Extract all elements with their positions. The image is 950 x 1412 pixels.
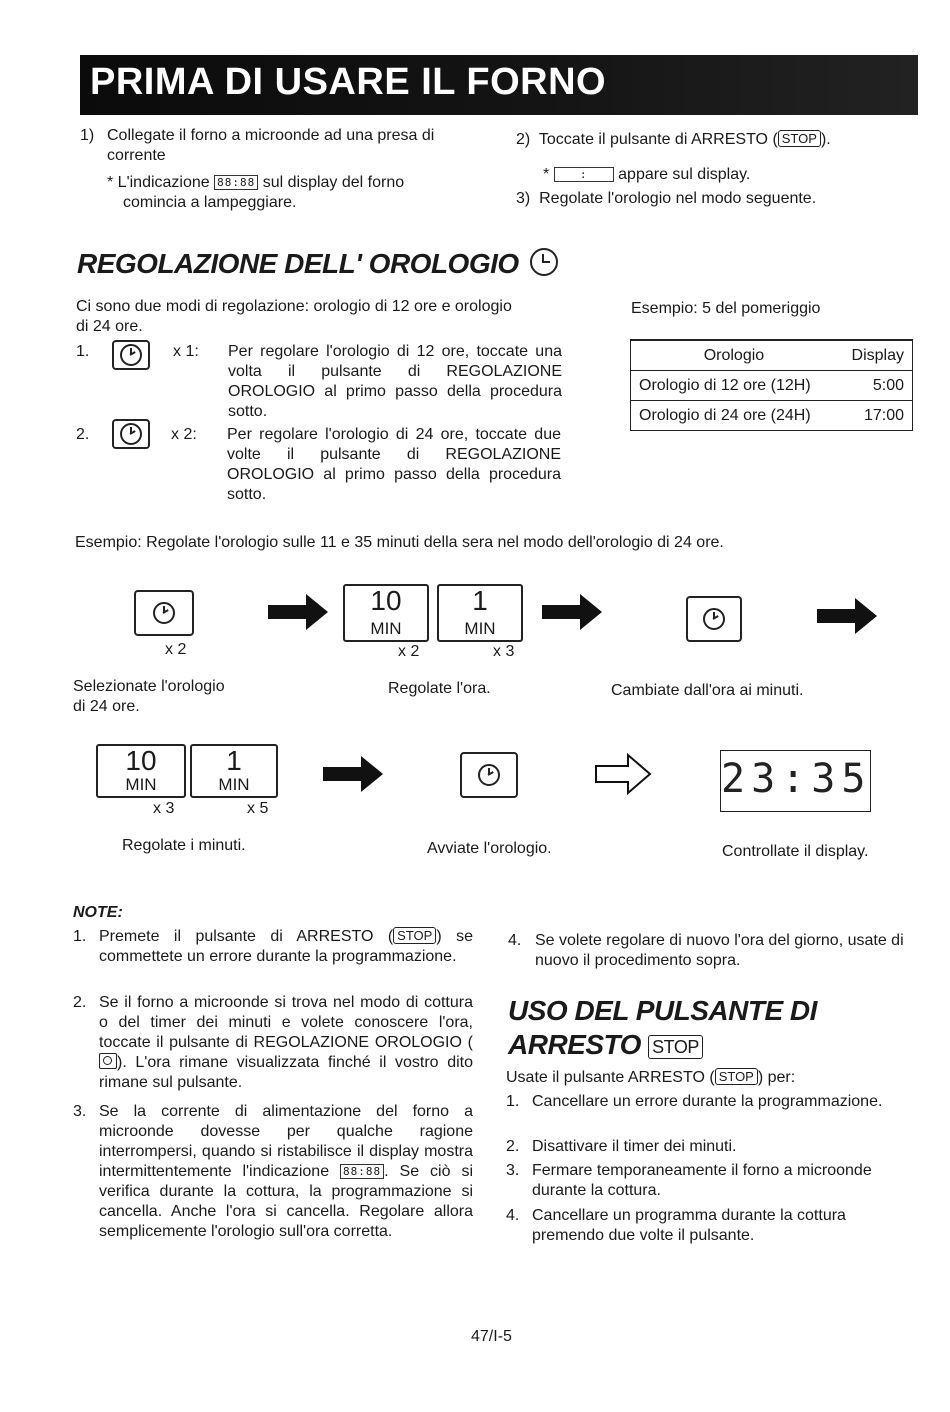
intro-item2-note: * : appare sul display.	[543, 166, 751, 183]
stop-section-title: USO DEL PULSANTE DI ARRESTO STOP	[508, 995, 817, 1060]
clock-intro: Ci sono due modi di regolazione: orologio di 12 ore e orologio di 24 ore.	[76, 298, 512, 335]
stop-item: Fermare temporaneamente il forno a microonde durante la cottura.	[532, 1162, 872, 1199]
step3-caption: Cambiate dall'ora ai minuti.	[611, 682, 804, 699]
display-indicator-colon: :	[554, 167, 614, 182]
table-cell: Orologio di 24 ore (24H)	[631, 401, 837, 431]
intro-item1-text: Collegate il forno a microonde ad una presa di corrente	[107, 127, 435, 164]
title-banner	[80, 55, 918, 115]
clock-icon	[530, 248, 558, 276]
note4-num: 4.	[508, 932, 522, 949]
stop-item-num: 3.	[506, 1162, 520, 1179]
ten-min-button[interactable]: 10 MIN	[96, 744, 186, 798]
mode2-mult: x 2:	[171, 426, 197, 443]
note1-num: 1.	[73, 928, 87, 945]
note1-text: Premete il pulsante di ARRESTO ( STOP ) se commettete un errore durante la programmazione.	[99, 928, 473, 965]
page-number: 47/I-5	[471, 1328, 512, 1345]
table-cell: 5:00	[837, 371, 912, 401]
mode1-num: 1.	[76, 343, 90, 360]
clock-section-title: REGOLAZIONE DELL' OROLOGIO	[77, 248, 558, 280]
one-min-button[interactable]: 1 MIN	[437, 584, 523, 642]
intro-item3: 3) Regolate l'orologio nel modo seguente.	[516, 190, 817, 207]
step2-mult-ten: x 2	[398, 643, 420, 660]
stop-item-num: 1.	[506, 1093, 520, 1110]
arrow-right-icon	[542, 592, 604, 632]
oven-display	[720, 750, 871, 812]
ten-min-button[interactable]: 10 MIN	[343, 584, 429, 642]
clock-key-icon	[99, 1053, 117, 1069]
table-row	[631, 371, 912, 401]
step4-mult-ten: x 3	[153, 800, 175, 817]
intro-item1-num: 1)	[80, 127, 95, 144]
procedure-example: Esempio: Regolate l'orologio sulle 11 e 35 minuti della sera nel modo dell'orologio di 24 ore.	[75, 534, 724, 551]
notes-title: NOTE:	[73, 904, 123, 921]
one-min-button[interactable]: 1 MIN	[190, 744, 278, 798]
stop-item: Cancellare un programma durante la cottura premendo due volte il pulsante.	[532, 1207, 846, 1244]
step2-mult-one: x 3	[493, 643, 515, 660]
stop-intro: Usate il pulsante ARRESTO ( STOP ) per:	[506, 1069, 796, 1086]
mode2-num: 2.	[76, 426, 90, 443]
intro-item2: 2) Toccate il pulsante di ARRESTO ( STOP ).	[516, 131, 831, 148]
step2-caption: Regolate l'ora.	[388, 680, 491, 697]
clock-button[interactable]	[460, 752, 518, 798]
intro-item1-note: * L'indicazione 88:88 sul display del forno comincia a lampeggiare.	[107, 174, 405, 211]
note4-text: Se volete regolare di nuovo l'ora del giorno, usate di nuovo il procedimento sopra.	[535, 932, 904, 969]
arrow-right-icon	[817, 596, 879, 636]
arrow-right-icon	[323, 754, 385, 794]
clock-button[interactable]	[686, 596, 742, 642]
step6-caption: Controllate il display.	[722, 843, 869, 860]
step1-mult: x 2	[165, 641, 187, 658]
display-indicator: 88:88	[340, 1164, 384, 1179]
page-title: PRIMA DI USARE IL FORNO	[90, 61, 607, 103]
table-header: Display	[851, 346, 904, 364]
step4-mult-one: x 5	[247, 800, 269, 817]
example-label: Esempio: 5 del pomeriggio	[631, 300, 821, 317]
display-indicator: 88:88	[214, 175, 258, 190]
arrow-outline-icon	[594, 752, 654, 796]
step4-caption: Regolate i minuti.	[122, 837, 246, 854]
stop-key: STOP	[393, 927, 436, 944]
stop-item-num: 4.	[506, 1207, 520, 1224]
clock-button[interactable]	[134, 590, 194, 636]
display-readout: 23:35	[721, 756, 872, 802]
stop-key: STOP	[778, 130, 821, 147]
note2-num: 2.	[73, 994, 87, 1011]
mode1-text: Per regolare l'orologio di 12 ore, toccate una volta il pulsante di REGOLAZIONE OROLOGIO al primo passo della procedura sotto.	[228, 343, 562, 420]
table-cell: 17:00	[837, 401, 912, 431]
clock-example-table	[630, 339, 913, 431]
stop-key: STOP	[648, 1035, 703, 1059]
note3-text: Se la corrente di alimentazione del forno a microonde dovesse per qualche ragione interrompersi, quando si ristabilisce il display mostra intermittentemente l'indicazione 88:88 . Se ciò si verifica durante la cottura, la programmazione si cancella. Anche l'ora si cancella. Regolare allora semplicemente l'orologio sull'ora corretta.	[99, 1103, 473, 1240]
stop-key: STOP	[715, 1068, 758, 1085]
stop-item: Cancellare un errore durante la programmazione.	[532, 1093, 883, 1110]
mode1-mult: x 1:	[173, 343, 199, 360]
note2-text: Se il forno a microonde si trova nel modo di cottura o del timer dei minuti e volete conoscere l'ora, toccate il pulsante di REGOLAZIONE OROLOGIO ( ). L'ora rimane visualizzata finché il vostro dito rimane sul pulsante.	[99, 994, 473, 1091]
step5-caption: Avviate l'orologio.	[427, 840, 552, 857]
stop-item-num: 2.	[506, 1138, 520, 1155]
table-cell: Orologio di 12 ore (12H)	[631, 371, 837, 401]
clock-button[interactable]	[112, 340, 150, 370]
note3-num: 3.	[73, 1103, 87, 1120]
arrow-right-icon	[268, 592, 330, 632]
clock-button[interactable]	[112, 419, 150, 449]
table-header-row	[631, 341, 912, 371]
table-row	[631, 401, 912, 431]
step1-caption: Selezionate l'orologio di 24 ore.	[73, 678, 225, 715]
table-header: Orologio	[703, 346, 765, 364]
stop-item: Disattivare il timer dei minuti.	[532, 1138, 737, 1155]
mode2-text: Per regolare l'orologio di 24 ore, toccate due volte il pulsante di REGOLAZIONE OROLOGIO al primo passo della procedura sotto.	[227, 426, 561, 503]
